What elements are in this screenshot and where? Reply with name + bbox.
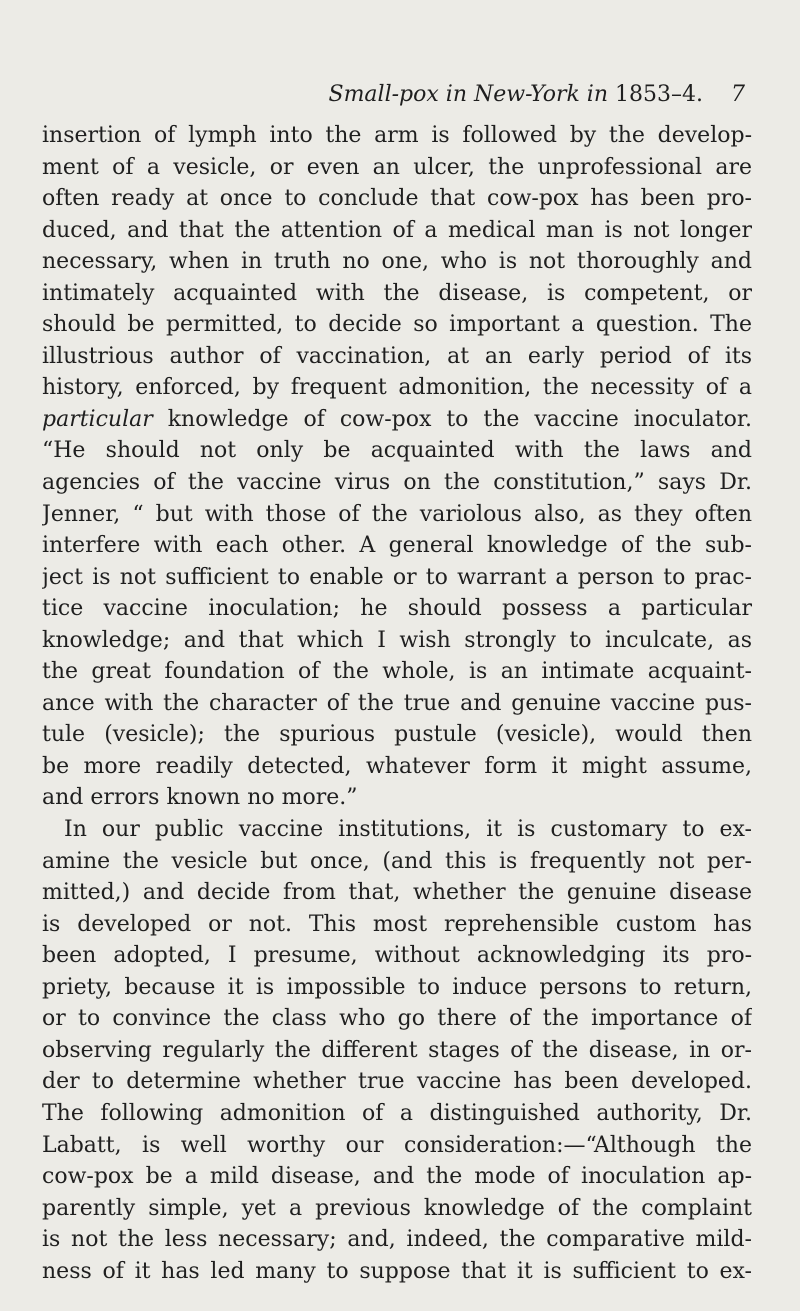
paragraph-first-line: In our public vaccine institutions, it is customary to ex-	[64, 817, 752, 843]
text-line: cow-pox be a mild disease, and the mode of inoculation ap-	[42, 1164, 752, 1190]
running-head-title	[329, 82, 704, 107]
text-line: illustrious author of vaccination, at an early period of its	[42, 343, 752, 369]
text-line: history, enforced, by frequent admonition, the necessity of a	[42, 375, 752, 401]
text-line: knowledge; and that which I wish strongly to inculcate, as	[42, 627, 752, 653]
text-line: ance with the character of the true and genuine vaccine pus-	[42, 690, 752, 716]
text-line: ness of it has led many to suppose that it is sufficient to ex-	[42, 1258, 752, 1284]
text-line: priety, because it is impossible to induce persons to return,	[42, 974, 752, 1000]
text-line-rest: knowledge of cow-pox to the vaccine inoculator.	[167, 406, 752, 432]
text-line: intimately acquainted with the disease, is competent, or	[42, 280, 752, 306]
text-line: The following admonition of a distinguished authority, Dr.	[42, 1100, 752, 1126]
text-line: interfere with each other. A general knowledge of the sub-	[42, 533, 752, 559]
text-line: amine the vesicle but once, (and this is frequently not per-	[42, 848, 752, 874]
text-line: insertion of lymph into the arm is followed by the develop-	[42, 123, 752, 148]
text-line: is not the less necessary; and, indeed, the comparative mild-	[42, 1227, 752, 1253]
running-head-title-italic: Small-pox in New-York in	[328, 82, 609, 107]
page-number: 7	[731, 82, 745, 107]
text-line: agencies of the vaccine virus on the constitution,” says Dr.	[42, 470, 752, 496]
emphasized-word: particular	[42, 406, 153, 432]
text-line: be more readily detected, whatever form it might assume,	[42, 753, 752, 779]
text-line-emphasis	[42, 404, 752, 436]
text-line: parently simple, yet a previous knowledge of the complaint	[42, 1195, 752, 1221]
text-line: or to convince the class who go there of the importance of	[42, 1006, 752, 1032]
text-line: der to determine whether true vaccine has been developed.	[42, 1069, 752, 1095]
text-line: necessary, when in truth no one, who is not thoroughly and	[42, 249, 752, 275]
text-line: should be permitted, to decide so important a question. The	[42, 312, 752, 338]
text-line: is developed or not. This most reprehensible custom has	[42, 911, 752, 937]
text-line: the great foundation of the whole, is an intimate acquaint-	[42, 659, 752, 685]
body-text	[42, 120, 752, 1287]
text-line: ject is not sufficient to enable or to warrant a person to prac-	[42, 564, 752, 590]
text-line: Labatt, is well worthy our consideration:—“Although the	[42, 1132, 752, 1158]
text-line: been adopted, I presume, without acknowledging its pro-	[42, 943, 752, 969]
text-line: “He should not only be acquainted with the laws and	[42, 438, 752, 464]
running-head-years: 1853–4.	[615, 82, 703, 107]
text-line: ment of a vesicle, or even an ulcer, the unprofessional are	[42, 154, 752, 180]
text-line: often ready at once to conclude that cow-pox has been pro-	[42, 186, 752, 212]
text-line: observing regularly the different stages of the disease, in or-	[42, 1037, 752, 1063]
paragraph-last-line: and errors known no more.”	[42, 785, 358, 811]
text-line: tule (vesicle); the spurious pustule (vesicle), would then	[42, 722, 752, 748]
running-head	[90, 82, 745, 112]
text-line: tice vaccine inoculation; he should possess a particular	[42, 596, 752, 622]
text-line: mitted,) and decide from that, whether the genuine disease	[42, 880, 752, 906]
text-line: duced, and that the attention of a medical man is not longer	[42, 217, 752, 243]
text-line: Jenner, “ but with those of the variolous also, as they often	[42, 501, 752, 527]
